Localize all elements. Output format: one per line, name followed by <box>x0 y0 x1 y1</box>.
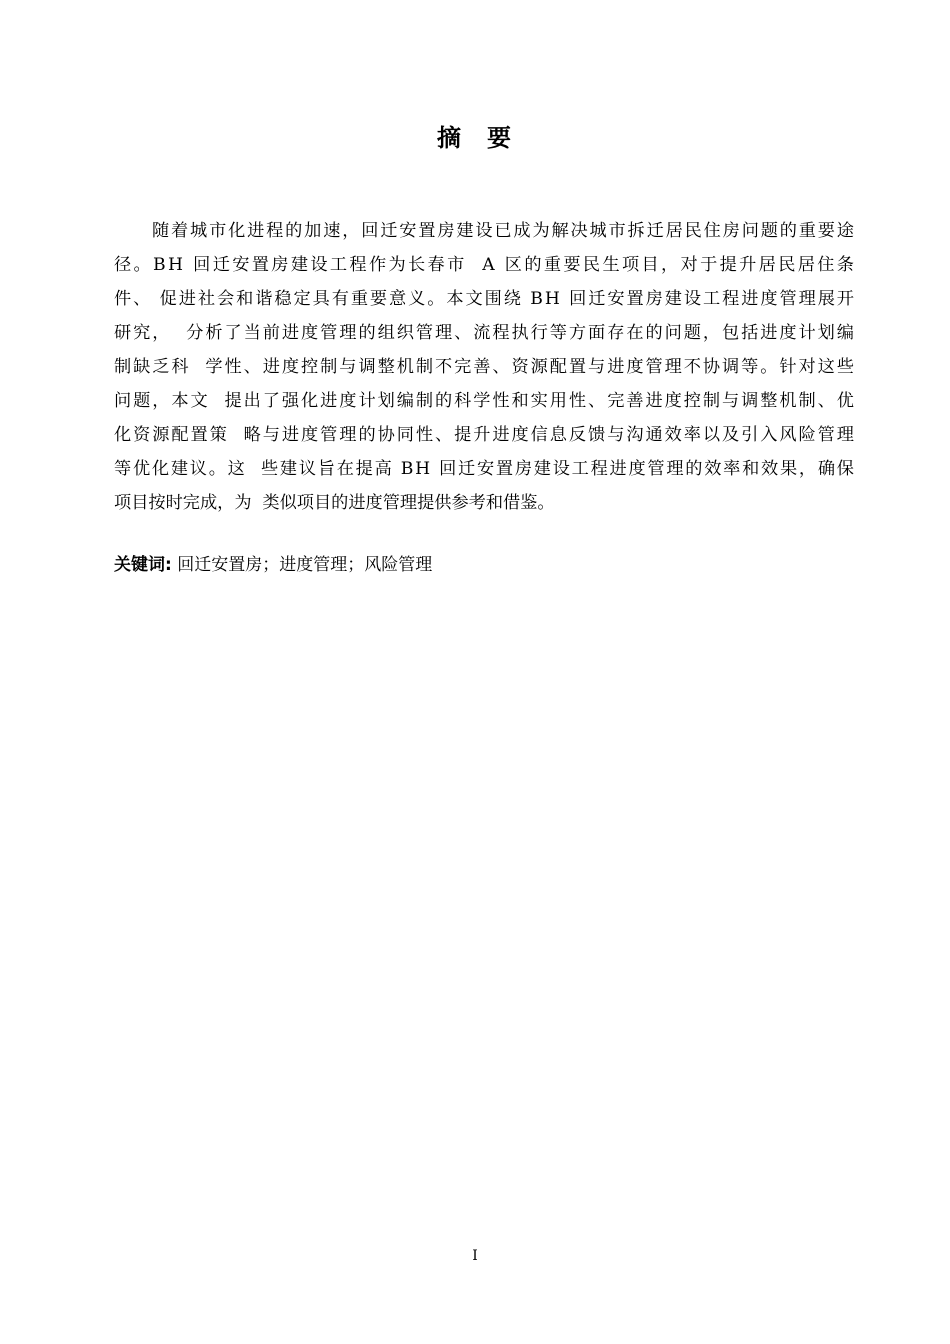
abstract-line-text: 问题，本文 提出了强化进度计划编制的科学性和实用性、完善进度控制与调整机制、优 <box>114 391 856 411</box>
abstract-line-text: 随着城市化进程的加速，回迁安置房建设已成为解决城市拆迁居民住房问题的重要途 <box>152 221 856 241</box>
abstract-line-text: 件、 促进社会和谐稳定具有重要意义。本文围绕 BH 回迁安置房建设工程进度管理展开 <box>114 289 856 309</box>
abstract-line <box>114 214 854 248</box>
abstract-body <box>114 214 857 520</box>
abstract-line <box>114 384 854 418</box>
abstract-line <box>114 452 854 486</box>
abstract-line-text: 化资源配置策 略与进度管理的协同性、提升进度信息反馈与沟通效率以及引入风险管理 <box>114 425 856 445</box>
abstract-line <box>114 248 857 282</box>
abstract-line <box>114 486 854 520</box>
abstract-title <box>0 118 950 158</box>
abstract-line <box>114 350 854 384</box>
abstract-title-char-2: 要 <box>487 124 513 152</box>
keywords-label: 关键词: <box>114 555 172 575</box>
keywords <box>114 549 432 581</box>
abstract-line <box>114 418 854 452</box>
abstract-line-text: 径。BH 回迁安置房建设工程作为长春市 A 区的重要民生项目，对于提升居民居住条 <box>114 255 857 275</box>
abstract-line-text: 制缺乏科 学性、进度控制与调整机制不完善、资源配置与进度管理不协调等。针对这些 <box>114 357 856 377</box>
abstract-line-text: 研究， 分析了当前进度管理的组织管理、流程执行等方面存在的问题，包括进度计划编 <box>114 323 856 343</box>
abstract-line <box>114 316 854 350</box>
page-number: I <box>472 1248 478 1264</box>
abstract-line-text: 等优化建议。这 些建议旨在提高 BH 回迁安置房建设工程进度管理的效率和效果，确保 <box>114 459 856 479</box>
abstract-title-char-1: 摘 <box>437 124 463 152</box>
abstract-line-text: 项目按时完成，为 类似项目的进度管理提供参考和借鉴。 <box>114 493 555 513</box>
abstract-line <box>114 282 854 316</box>
keywords-values: 回迁安置房；进度管理；风险管理 <box>171 555 433 575</box>
